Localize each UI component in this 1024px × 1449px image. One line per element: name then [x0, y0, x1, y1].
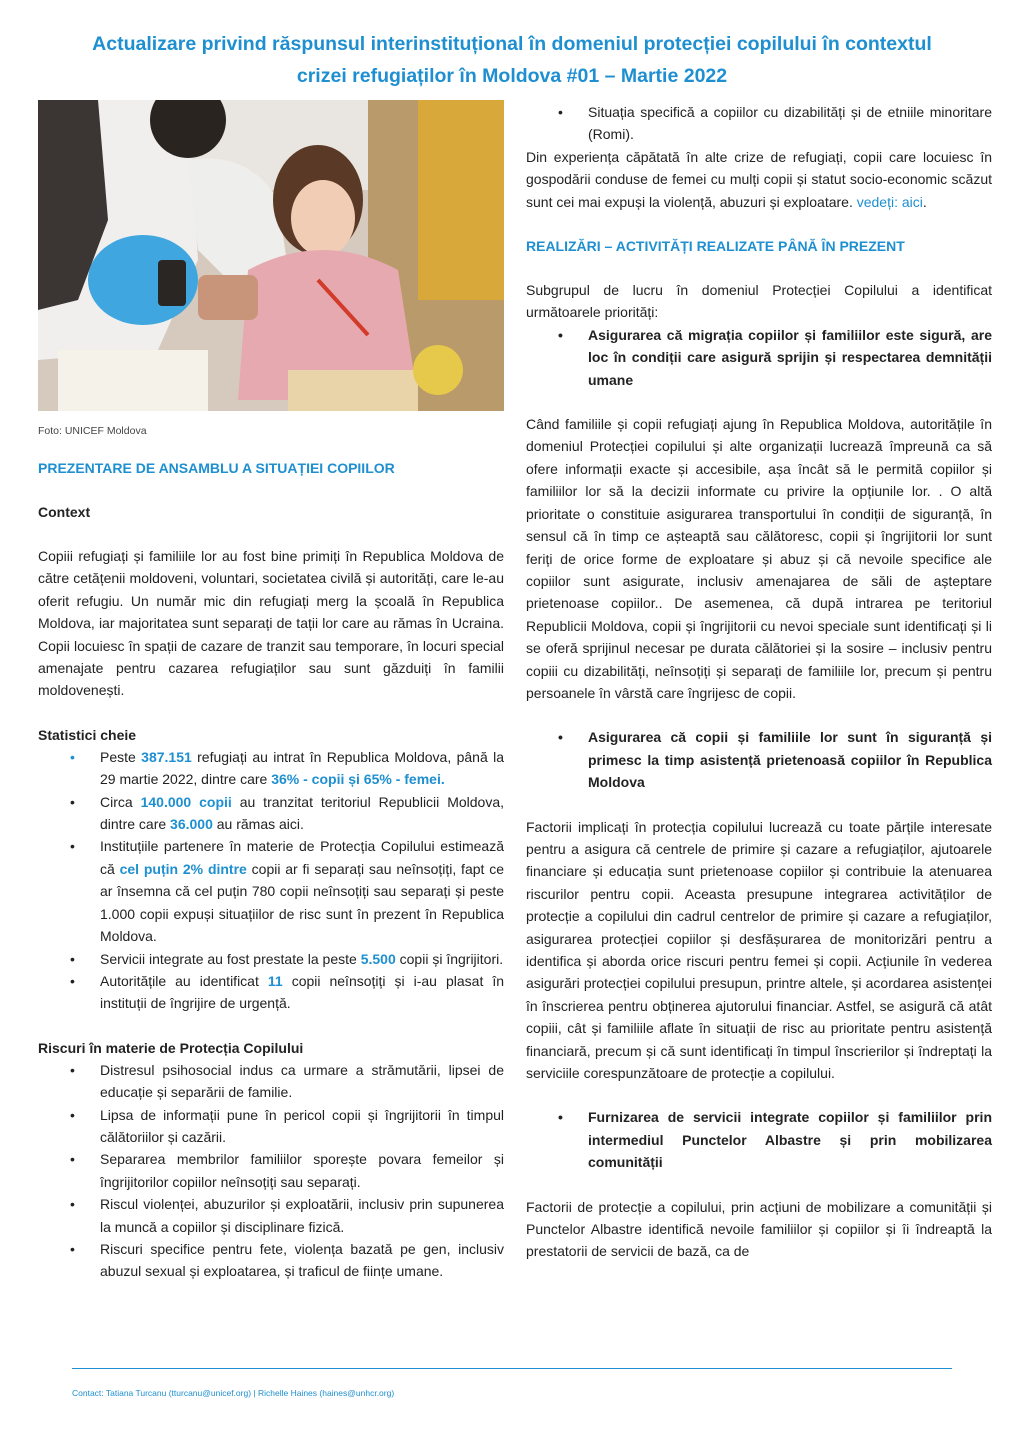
risk-item: • Situația specifică a copiilor cu dizabilități și de etniile minoritare (Romi). — [588, 101, 992, 146]
risk-item: • Distresul psihosocial indus ca urmare a strămutării, lipsei de educație și separării de familie. — [100, 1059, 504, 1104]
stat-item: • Autoritățile au identificat 11 copii neînsoțiți și i-au plasat în instituții de îngrijire de urgență. — [100, 970, 504, 1015]
context-paragraph: Copiii refugiați și familiile lor au fost bine primiți în Republica Moldova de către cetățenii moldoveni, voluntari, societatea civilă și autorități, care le-au oferit refugiu. Un număr mic din refugiați merg la școală în Republica Moldova, iar majoritatea sunt separați de tații lor care au rămas în Ucraina. Copii locuiesc în spații de cazare de tranzit sau temporare, în locuri special amenajate pentru cazarea refugiaților sau sunt găzduiți în familii moldovenești. — [38, 548, 504, 699]
right-column — [526, 101, 992, 1263]
priority-list-1 — [526, 324, 992, 391]
footer-divider — [72, 1368, 952, 1369]
title-line-1: Actualizare privind răspunsul interinstituțional în domeniul protecției copilului în contextul — [92, 33, 932, 55]
stats-list — [38, 746, 504, 791]
risk-item: • Riscul violenței, abuzurilor și exploatării, inclusiv prin supunerea la muncă a copiilor și disciplinare fizică. — [100, 1193, 504, 1238]
priority-list-3 — [526, 1106, 992, 1173]
priority-1-paragraph: Când familiile și copii refugiați ajung în Republica Moldova, autoritățile în domeniul Protecției copilului și alte organizații lucrează împreună ca să ofere informații exacte și accesibile, așa încât să le permită copiilor și familiilor lor să la decizii informate cu privire la opțiunile lor. . O altă prioritate o constituie asigurarea transportului în condiții de siguranță, în sensul că în timp ce așteaptă sau călătoresc, copii și îngrijitorii lor sunt feriți de orice forme de exploatare și abuz și că nevoile specifice ale copiilor sunt asigurate, inclusiv amenajarea de săli de așteptare prietenoase copiilor.. De asemenea, că după intrarea pe teritoriul Republicii Moldova, copii și îngrijitorii cu nevoi speciale sunt identificați și li se oferă sprijinul necesar pe durata călătoriei și la sosire – inclusiv pentru copiii cu dizabilități, neînsoțiți și separați de familiile lor, precum și pentru persoanele în vârstă care îngrijesc de copii. — [526, 416, 992, 701]
risk-item: • Lipsa de informații pune în pericol copii și îngrijitorii în timpul călătoriilor și cazării. — [100, 1104, 504, 1149]
stat-item: • Servicii integrate au fost prestate la peste 5.500 copii și îngrijitori. — [100, 948, 504, 970]
photo-caption: Foto: UNICEF Moldova — [38, 425, 147, 437]
priority-item: • Asigurarea că copii și familiile lor sunt în siguranță și primesc la timp asistență prietenoasă copiilor în Republica Moldova — [588, 726, 992, 793]
priority-3-paragraph: Factorii de protecție a copilului, prin acțiuni de mobilizare a comunității și Punctelor Albastre identifică nevoile familiilor și copiilor și îi îndreaptă la prestatorii de servicii de bază, ca de — [526, 1198, 992, 1260]
document-title — [0, 28, 1024, 92]
stat-item: • Circa 140.000 copii au tranzitat teritoriul Republicii Moldova, dintre care 36.000 au rămas aici. — [100, 791, 504, 836]
left-column — [38, 100, 504, 1283]
stats-list-cont — [38, 791, 504, 1015]
priority-item: • Asigurarea că migrația copiilor și familiilor este sigură, are loc în condiții care asigură sprijin și respectarea demnității umane — [588, 324, 992, 391]
footer-contact: Contact: Tatiana Turcanu (tturcanu@unicef.org) | Richelle Haines (haines@unhcr.org) — [72, 1388, 395, 1398]
priority-list-2 — [526, 726, 992, 793]
risks-heading: Riscuri în materie de Protecția Copilului — [38, 1039, 304, 1056]
stats-heading: Statistici cheie — [38, 726, 137, 743]
experience-link[interactable]: vedeți: aici — [856, 193, 923, 210]
stat-item: • Peste 387.151 refugiați au intrat în Republica Moldova, până la 29 martie 2022, dintre care 36% - copii și 65% - femei. — [100, 746, 504, 791]
overview-heading: PREZENTARE DE ANSAMBLU A SITUAȚIEI COPIILOR — [38, 460, 395, 476]
risks-list — [38, 1059, 504, 1283]
risk-item: • Separarea membrilor familiilor sporește povara femeilor și îngrijitorilor copiilor neînsoțiți sau separați. — [100, 1148, 504, 1193]
unicef-photo — [38, 100, 504, 411]
priority-2-paragraph: Factorii implicați în protecția copilului lucrează cu toate părțile interesate pentru a asigura că centrele de primire și cazare a refugiaților, ajutoarele financiare și educația sunt prietenoase copiilor și contribuie la atenuarea riscurilor pentru copii. Aceasta presupune integrarea activităților de protecție a copilului din cadrul centrelor de primire și cazare a refugiaților, asigurarea protecției copiilor și desfășurarea de monitorizări pentru a identifica și aborda orice riscuri pentru femei și copii. Acțiunile în vederea asigurări protecției copilului presupun, printre altele, și acordarea asistenței în înscrierea pentru obținerea ajutorului financiar. Astfel, se asigură că atât copiii, cât și familiile aflate în situații de risc au prioritate pentru asistență financiară, precum și că sunt identificați în timpul înscrierilor și îndreptați la serviciile corespunzătoare de protecție a copilului. — [526, 818, 992, 1082]
priority-item: • Furnizarea de servicii integrate copiilor și familiilor prin intermediul Punctelor Albastre și prin mobilizarea comunității — [588, 1106, 992, 1173]
risk-item: • Riscuri specifice pentru fete, violența bazată pe gen, inclusiv abuzul sexual și exploatarea, și traficul de ființe umane. — [100, 1238, 504, 1283]
stat-item: • Instituțiile partenere în materie de Protecția Copilului estimează că cel puțin 2% dintre copii ar fi separați sau neînsoțiți, fapt ce ar însemna că cel puțin 780 copii neînsoțiți sau separați și peste 1.000 copii expuși situațiilor de risc sunt în prezent în Republica Moldova. — [100, 835, 504, 947]
title-line-2: crizei refugiaților în Moldova #01 – Martie 2022 — [296, 65, 728, 87]
context-heading: Context — [38, 504, 91, 520]
photo-illustration — [38, 100, 504, 411]
risks-list-cont — [526, 101, 992, 146]
experience-paragraph: Din experiența căpătată în alte crize de refugiați, copii care locuiesc în gospodării conduse de femei cu mulți copii și statut socio-economic scăzut sunt cei mai expuși la violență, abuzuri și exploatare. vedeți: aici. — [526, 148, 992, 210]
priorities-intro: Subgrupul de lucru în domeniul Protecției Copilului a identificat următoarele priorități: — [526, 282, 992, 321]
achievements-heading: REALIZĂRI – ACTIVITĂȚI REALIZATE PÂNĂ ÎN PREZENT — [526, 238, 905, 255]
